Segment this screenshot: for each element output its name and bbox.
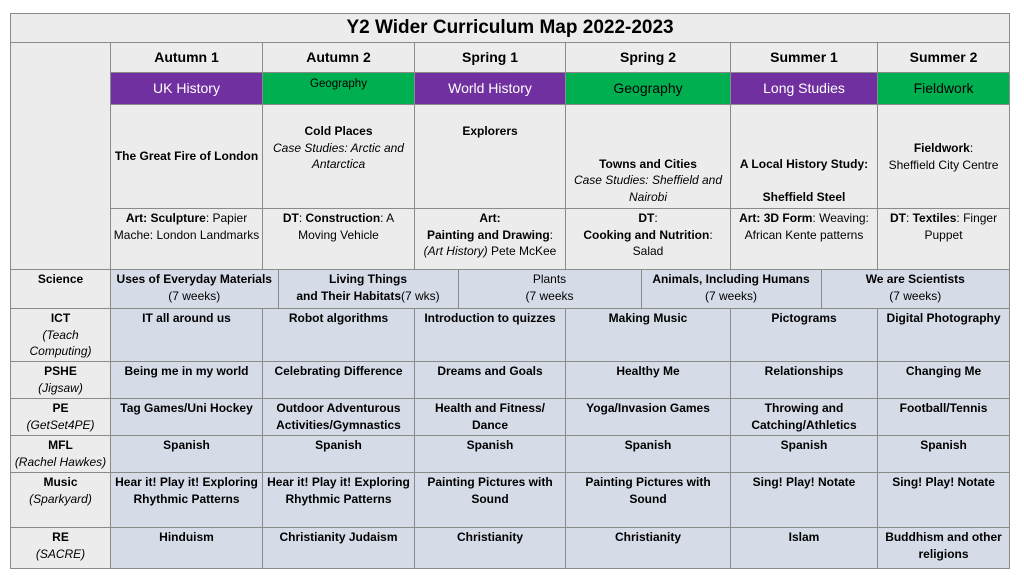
subject-row xyxy=(11,436,1010,473)
main-topic-cell xyxy=(263,105,415,209)
subject-label xyxy=(11,473,111,528)
subject-row xyxy=(11,309,1010,362)
subject-label xyxy=(11,362,111,399)
subject-name: PSHE xyxy=(44,364,77,378)
subject-cell: Being me in my world xyxy=(111,362,263,399)
subject-label xyxy=(11,528,111,569)
main-topic-cell xyxy=(415,105,566,209)
topic-world-history: World History xyxy=(415,73,566,105)
science-unit: Living Things and Their Habitats(7 wks) xyxy=(278,270,458,308)
subject-name: PE xyxy=(52,401,69,415)
subject-cell: Hear it! Play it! Exploring Rhythmic Patterns xyxy=(111,473,263,528)
subject-cell: Hinduism xyxy=(111,528,263,569)
subject-row xyxy=(11,473,1010,528)
main-topic-title: Explorers xyxy=(462,124,518,138)
subject-name: MFL xyxy=(48,438,73,452)
subject-cell: Introduction to quizzes xyxy=(415,309,566,362)
science-unit: Animals, Including Humans (7 weeks) xyxy=(641,270,821,308)
subject-cell: Spanish xyxy=(263,436,415,473)
science-unit: We are Scientists (7 weeks) xyxy=(821,270,1009,308)
science-label: Science xyxy=(11,270,111,309)
curriculum-map xyxy=(10,13,1009,569)
art-dt-cell: Art: Sculpture: Papier Mache: London Landmarks xyxy=(111,209,263,270)
subject-cell: Health and Fitness/ Dance xyxy=(415,399,566,436)
subject-name: RE xyxy=(52,530,69,544)
subject-scheme: (Jigsaw) xyxy=(38,380,83,395)
main-topic-title: A Local History Study: xyxy=(739,156,869,171)
term-header: Summer 1 xyxy=(731,43,878,73)
curriculum-table xyxy=(10,13,1010,569)
subject-cell: Spanish xyxy=(731,436,878,473)
subject-cell: Christianity Judaism xyxy=(263,528,415,569)
main-topic-subtitle: Sheffield City Centre xyxy=(888,157,999,172)
subject-cell: Christianity xyxy=(415,528,566,569)
subject-row xyxy=(11,399,1010,436)
subject-cell: Outdoor Adventurous Activities/Gymnastics xyxy=(263,399,415,436)
subject-label xyxy=(11,309,111,362)
science-unit: Plants (7 weeks xyxy=(458,270,641,308)
subject-scheme: (GetSet4PE) xyxy=(26,417,95,432)
subject-cell: IT all around us xyxy=(111,309,263,362)
term-header: Spring 2 xyxy=(566,43,731,73)
topic-fieldwork: Fieldwork xyxy=(878,73,1010,105)
subject-cell: Pictograms xyxy=(731,309,878,362)
main-topic-subtitle: Sheffield Steel xyxy=(762,189,846,204)
subject-cell: Spanish xyxy=(415,436,566,473)
art-dt-cell: DT: Construction: A Moving Vehicle xyxy=(263,209,415,270)
subject-cell: Islam xyxy=(731,528,878,569)
topic-geography: Geography xyxy=(263,73,415,105)
subject-cell: Digital Photography xyxy=(878,309,1010,362)
subject-cell: Painting Pictures with Sound xyxy=(566,473,731,528)
subject-cell: Spanish xyxy=(878,436,1010,473)
subject-row xyxy=(11,528,1010,569)
subject-cell: Yoga/Invasion Games xyxy=(566,399,731,436)
main-topic-title: Towns and Cities xyxy=(599,156,697,171)
subject-scheme: (Rachel Hawkes) xyxy=(14,454,107,469)
subject-cell: Celebrating Difference xyxy=(263,362,415,399)
subject-cell: Tag Games/Uni Hockey xyxy=(111,399,263,436)
subject-cell: Painting Pictures with Sound xyxy=(415,473,566,528)
main-topic-title: Cold Places xyxy=(304,124,373,138)
subject-cell: Hear it! Play it! Exploring Rhythmic Patterns xyxy=(263,473,415,528)
subject-scheme: (Sparkyard) xyxy=(29,491,92,506)
subject-cell: Throwing and Catching/Athletics xyxy=(731,399,878,436)
art-dt-cell: DT: Cooking and Nutrition: Salad xyxy=(566,209,731,270)
subject-cell: Making Music xyxy=(566,309,731,362)
subject-cell: Dreams and Goals xyxy=(415,362,566,399)
science-units xyxy=(111,270,1010,309)
subject-row xyxy=(11,362,1010,399)
subject-cell: Relationships xyxy=(731,362,878,399)
term-header: Autumn 1 xyxy=(111,43,263,73)
corner-cell xyxy=(11,43,111,270)
main-topic-cell: Fieldwork: Sheffield City Centre xyxy=(878,105,1010,209)
subject-cell: Spanish xyxy=(566,436,731,473)
art-dt-cell: DT: Textiles: Finger Puppet xyxy=(878,209,1010,270)
topic-geography: Geography xyxy=(566,73,731,105)
subject-name: Music xyxy=(43,475,78,489)
subject-scheme: (Teach Computing) xyxy=(29,327,92,358)
subject-cell: Robot algorithms xyxy=(263,309,415,362)
main-topic-title: The Great Fire of London xyxy=(114,149,259,164)
topic-long-studies: Long Studies xyxy=(731,73,878,105)
art-dt-cell: Art: Painting and Drawing: (Art History) Pete McKee xyxy=(415,209,566,270)
subject-rows xyxy=(11,309,1010,569)
science-unit: Uses of Everyday Materials (7 weeks) xyxy=(111,270,278,308)
subject-label xyxy=(11,399,111,436)
subject-cell: Football/Tennis xyxy=(878,399,1010,436)
subject-label xyxy=(11,436,111,473)
main-topic-cell xyxy=(566,105,731,209)
page-title: Y2 Wider Curriculum Map 2022-2023 xyxy=(11,14,1010,43)
term-header: Autumn 2 xyxy=(263,43,415,73)
subject-cell: Christianity xyxy=(566,528,731,569)
science-inner-table xyxy=(111,270,1009,308)
subject-scheme: (SACRE) xyxy=(35,546,86,561)
subject-cell: Buddhism and other religions xyxy=(878,528,1010,569)
main-topic-subtitle: Case Studies: Arctic and Antarctica xyxy=(273,140,404,171)
subject-cell: Sing! Play! Notate xyxy=(878,473,1010,528)
main-topic-cell xyxy=(111,105,263,209)
subject-cell: Changing Me xyxy=(878,362,1010,399)
topic-uk-history: UK History xyxy=(111,73,263,105)
term-header: Spring 1 xyxy=(415,43,566,73)
subject-cell: Spanish xyxy=(111,436,263,473)
main-topic-cell xyxy=(731,105,878,209)
subject-cell: Healthy Me xyxy=(566,362,731,399)
main-topic-title: Fieldwork xyxy=(913,141,970,155)
subject-cell: Sing! Play! Notate xyxy=(731,473,878,528)
term-header: Summer 2 xyxy=(878,43,1010,73)
art-dt-cell: Art: 3D Form: Weaving: African Kente patterns xyxy=(731,209,878,270)
main-topic-subtitle: Case Studies: Sheffield and Nairobi xyxy=(573,173,723,204)
subject-name: ICT xyxy=(50,311,71,325)
